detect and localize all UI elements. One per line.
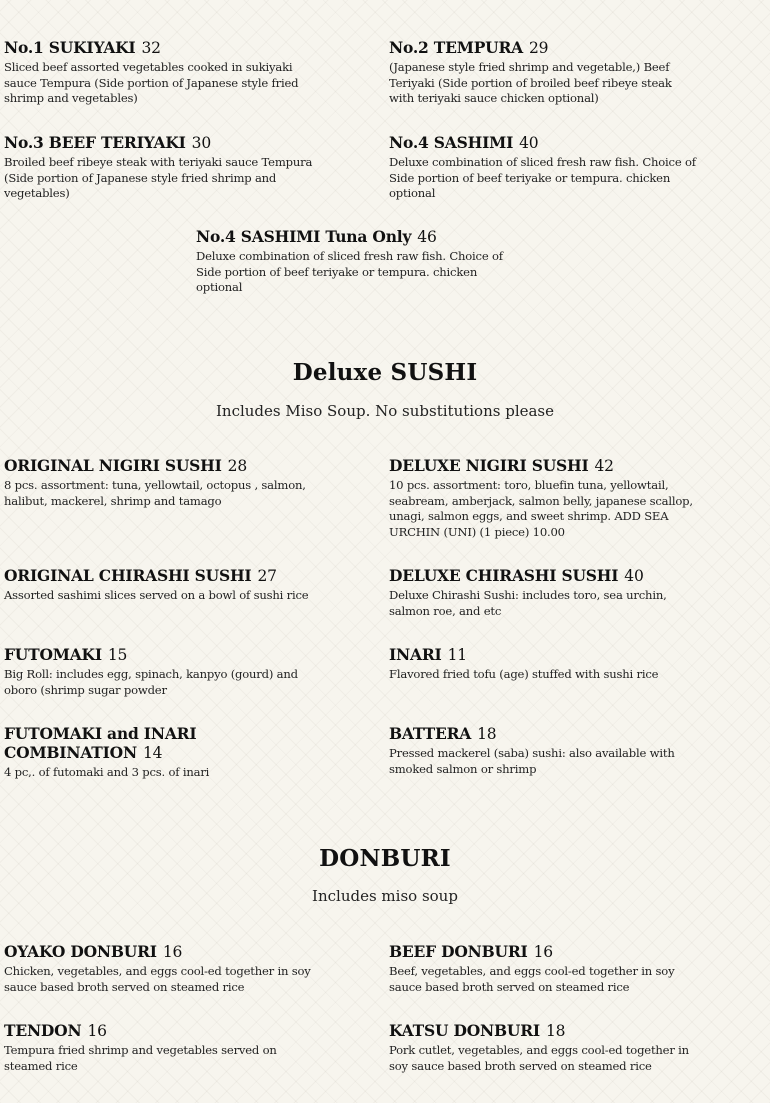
menu-item-battera	[389, 724, 699, 777]
item-name: DELUXE CHIRASHI SUSHI	[389, 566, 619, 585]
item-description: Chicken, vegetables, and eggs cool-ed together in soy sauce based broth served on steamed rice	[4, 964, 311, 994]
item-name: ORIGINAL NIGIRI SUSHI	[4, 456, 222, 475]
section-title-donburi: DONBURI	[319, 845, 451, 872]
item-price: 28	[227, 457, 247, 475]
item-description: 10 pcs. assortment: toro, bluefin tuna, yellowtail, seabream, amberjack, salmon belly, japanese scallop, unagi, salmon eggs, and sweet shrimp. ADD SEA URCHIN (UNI) (1 piece) 10.00	[389, 478, 693, 539]
item-title	[389, 38, 699, 58]
menu-item-tempura	[389, 38, 699, 107]
item-title	[389, 133, 699, 153]
menu-item-sukiyaki	[4, 38, 314, 107]
item-price: 40	[519, 134, 539, 152]
section-subtitle-donburi: Includes miso soup	[312, 887, 458, 905]
menu-item-sashimi	[389, 133, 699, 202]
item-name: OYAKO DONBURI	[4, 942, 157, 961]
menu-item-tendon	[4, 1021, 294, 1074]
menu-item-inari	[389, 645, 699, 683]
item-title	[4, 566, 314, 586]
item-description: Broiled beef ribeye steak with teriyaki sauce Tempura (Side portion of Japanese style fried shrimp and vegetables)	[4, 155, 313, 200]
item-title	[4, 1021, 294, 1041]
item-description: 4 pc,. of futomaki and 3 pcs. of inari	[4, 765, 210, 779]
menu-item-oyako-donburi	[4, 942, 314, 995]
menu-item-beef-donburi	[389, 942, 699, 995]
item-title	[389, 645, 699, 665]
item-name: No.4 SASHIMI	[389, 133, 514, 152]
item-name: BEEF DONBURI	[389, 942, 528, 961]
item-title	[196, 227, 506, 247]
item-description: Flavored fried tofu (age) stuffed with sushi rice	[389, 667, 659, 681]
item-description: Pork cutlet, vegetables, and eggs cool-ed together in soy sauce based broth served on steamed rice	[389, 1043, 689, 1073]
section-title-sushi: Deluxe SUSHI	[292, 359, 478, 386]
item-description: Deluxe combination of sliced fresh raw fish. Choice of Side portion of beef teriyake or tempura. chicken optional	[196, 249, 503, 294]
item-description: Pressed mackerel (saba) sushi: also available with smoked salmon or shrimp	[389, 746, 675, 776]
menu-item-futomaki	[4, 645, 314, 698]
item-price: 29	[529, 39, 549, 57]
item-price: 30	[191, 134, 211, 152]
item-price: 16	[162, 943, 183, 961]
item-title	[389, 942, 699, 962]
item-price: 32	[141, 39, 161, 57]
menu-item-katsu-donburi	[389, 1021, 699, 1074]
item-name: No.2 TEMPURA	[389, 38, 523, 57]
item-price: 18	[545, 1022, 566, 1040]
item-name: No.4 SASHIMI Tuna Only	[196, 227, 412, 246]
item-name: TENDON	[4, 1021, 82, 1040]
menu-item-original-nigiri	[4, 456, 314, 509]
item-price: 18	[477, 725, 497, 743]
item-title	[389, 456, 699, 476]
item-title	[4, 942, 314, 962]
menu-item-original-chirashi	[4, 566, 314, 604]
item-name: ORIGINAL CHIRASHI SUSHI	[4, 566, 252, 585]
item-name: KATSU DONBURI	[389, 1021, 540, 1040]
item-description: Assorted sashimi slices served on a bowl of sushi rice	[4, 588, 309, 602]
item-price: 16	[87, 1022, 107, 1040]
item-price: 40	[624, 567, 644, 585]
menu-item-beef-teriyaki	[4, 133, 314, 202]
item-name: No.1 SUKIYAKI	[4, 38, 136, 57]
item-description: (Japanese style fried shrimp and vegetable,) Beef Teriyaki (Side portion of broiled beef ribeye steak with teriyaki sauce chicken optional)	[389, 60, 672, 105]
item-price: 11	[447, 646, 467, 664]
item-name: No.3 BEEF TERIYAKI	[4, 133, 186, 152]
item-title	[4, 456, 314, 476]
menu-item-futomaki-inari-combo	[4, 724, 234, 781]
menu-item-deluxe-nigiri	[389, 456, 699, 540]
item-price: 16	[533, 943, 553, 961]
item-price: 27	[257, 567, 277, 585]
item-name: FUTOMAKI and INARI COMBINATION	[4, 724, 197, 762]
item-description: Deluxe combination of sliced fresh raw fish. Choice of Side portion of beef teriyake or tempura. chicken optional	[389, 155, 696, 200]
item-price: 46	[417, 228, 437, 246]
menu-item-sashimi-tuna	[196, 227, 506, 296]
item-description: Beef, vegetables, and eggs cool-ed together in soy sauce based broth served on steamed rice	[389, 964, 675, 994]
item-description: Tempura fried shrimp and vegetables served on steamed rice	[4, 1043, 277, 1073]
item-price: 14	[142, 744, 163, 762]
section-subtitle-sushi: Includes Miso Soup. No substitutions please	[215, 402, 555, 420]
item-price: 15	[107, 646, 128, 664]
menu-item-deluxe-chirashi	[389, 566, 699, 619]
item-title	[389, 566, 699, 586]
item-name: DELUXE NIGIRI SUSHI	[389, 456, 589, 475]
item-title	[389, 1021, 699, 1041]
item-price: 42	[594, 457, 614, 475]
item-name: BATTERA	[389, 724, 472, 743]
item-description: Sliced beef assorted vegetables cooked in sukiyaki sauce Tempura (Side portion of Japanese style fried shrimp and vegetables)	[4, 60, 299, 105]
item-title	[4, 645, 314, 665]
item-name: INARI	[389, 645, 442, 664]
item-title	[4, 38, 314, 58]
item-name: FUTOMAKI	[4, 645, 102, 664]
item-title	[389, 724, 699, 744]
item-description: Big Roll: includes egg, spinach, kanpyo (gourd) and oboro (shrimp sugar powder	[4, 667, 298, 697]
item-description: Deluxe Chirashi Sushi: includes toro, sea urchin, salmon roe, and etc	[389, 588, 667, 618]
item-title	[4, 724, 234, 763]
item-description: 8 pcs. assortment: tuna, yellowtail, octopus , salmon, halibut, mackerel, shrimp and tamago	[4, 478, 306, 508]
item-title	[4, 133, 314, 153]
